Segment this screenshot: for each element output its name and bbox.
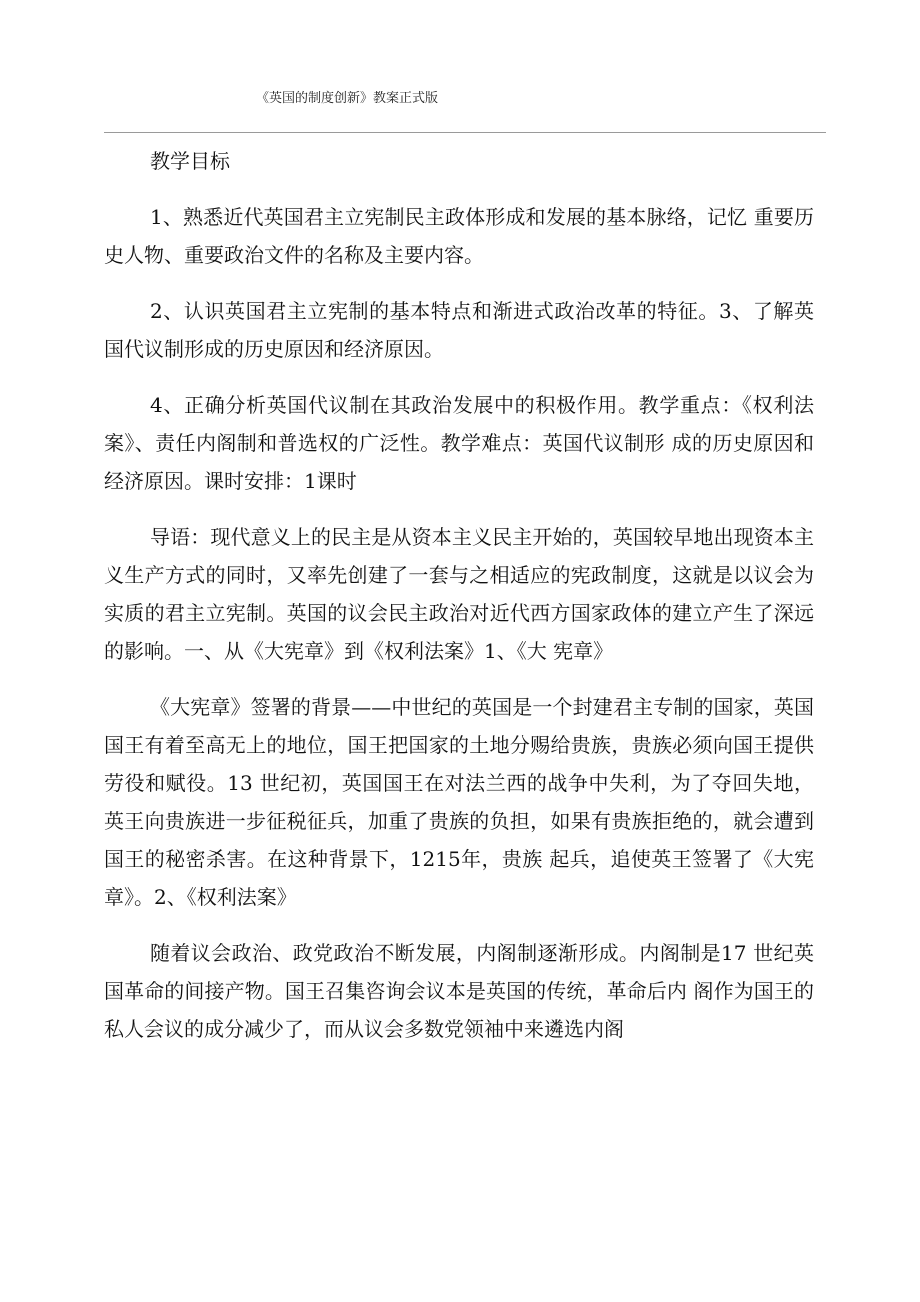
paragraph-objective-4-keypoints: 4、正确分析英国代议制在其政治发展中的积极作用。教学重点：《权利法案》、责任内阁制和普选权的广泛性。教学难点：英国代议制形 成的历史原因和经济原因。课时安排：1课时 [104,393,814,493]
document-header-title: 《英国的制度创新》教案正式版 [256,91,439,106]
section-heading: 教学目标 [150,149,230,173]
paragraph-introduction: 导语：现代意义上的民主是从资本主义民主开始的，英国较早地出现资本主义生产方式的同时，又率先创建了一套与之相适应的宪政制度，这就是以议会为实质的君主立宪制。英国的议会民主政治对近代西方国家政体的建立产生了深远的影响。一、从《大宪章》到《权利法案》1、《大 宪章》 [104,525,814,663]
paragraph-cabinet-system: 随着议会政治、政党政治不断发展，内阁制逐渐形成。内阁制是17 世纪英国革命的间接产物。国王召集咨询会议本是英国的传统，革命后内 阁作为国王的私人会议的成分减少了，而从议会多数党领袖中来遴选内阁 [104,941,814,1041]
paragraph-objective-1: 1、熟悉近代英国君主立宪制民主政体形成和发展的基本脉络，记忆 重要历史人物、重要政治文件的名称及主要内容。 [104,205,814,267]
document-body [104,146,814,1048]
paragraph-objective-2-3: 2、认识英国君主立宪制的基本特点和渐进式政治改革的特征。3、了解英国代议制形成的历史原因和经济原因。 [104,299,814,361]
header-divider [104,132,826,133]
paragraph-magna-carta-background: 《大宪章》签署的背景——中世纪的英国是一个封建君主专制的国家，英国国王有着至高无上的地位，国王把国家的土地分赐给贵族，贵族必须向国王提供劳役和赋役。13 世纪初，英国国王在对法兰西的战争中失利，为了夺回失地，英王向贵族进一步征税征兵，加重了贵族的负担，如果有贵族拒绝的，就会遭到国王的秘密杀害。在这种背景下，1215年，贵族 起兵，追使英王签署了《大宪章》。2、《权利法案》 [104,695,814,909]
